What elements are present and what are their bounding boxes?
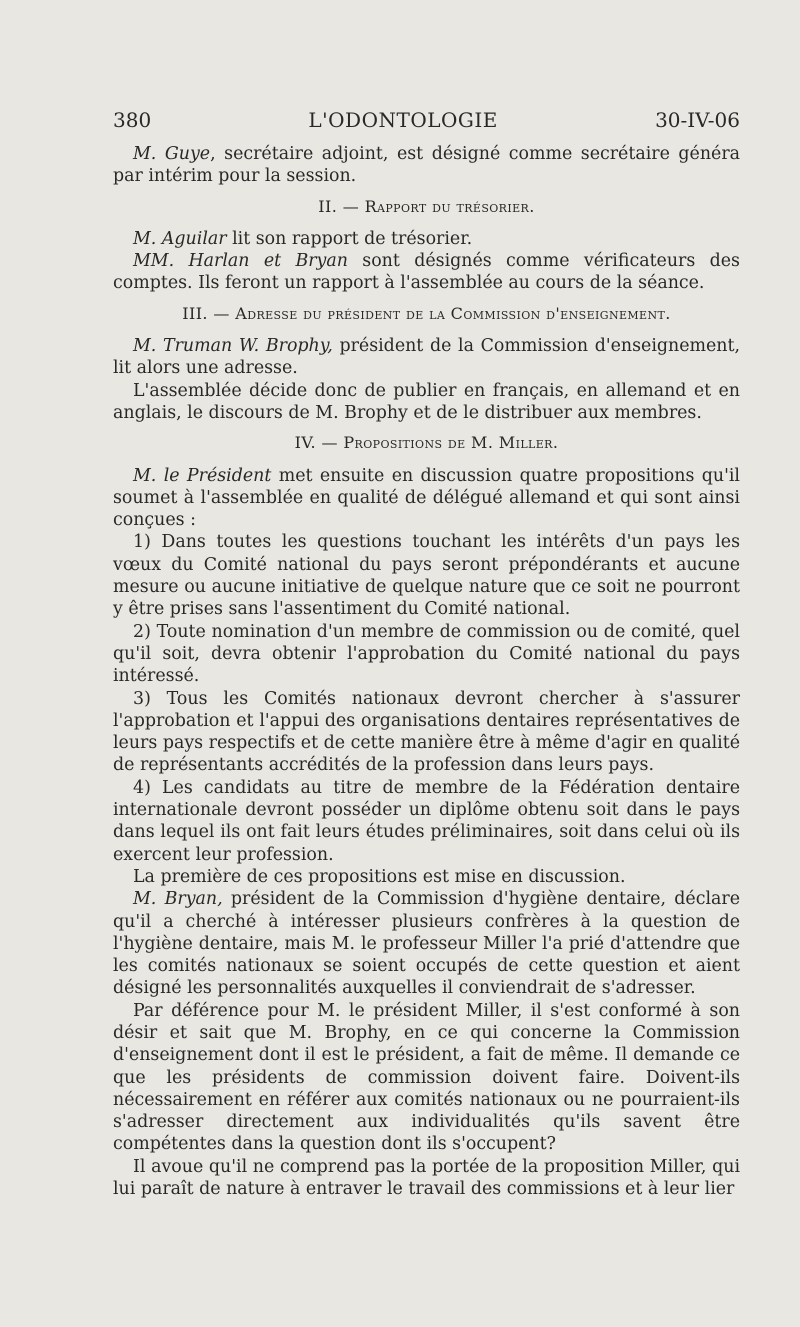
- section-heading: IV. — Propositions de M. Miller.: [294, 433, 559, 453]
- running-header: [113, 108, 740, 132]
- page-number: 380: [113, 108, 152, 132]
- speaker-name: M. Aguilar: [133, 228, 227, 249]
- proposition-2: 2) Toute nomination d'un membre de commission ou de comité, quel qu'il soit, devra obtenir l'approbation du Comité national du pays intéressé.: [113, 621, 740, 687]
- speaker-name: M. Truman W. Brophy,: [133, 336, 333, 357]
- paragraph: M. Aguilar lit son rapport de trésorier.: [133, 228, 473, 249]
- paragraph: La première de ces propositions est mise en discussion.: [133, 866, 626, 887]
- speaker-name: M. Bryan,: [133, 889, 223, 910]
- proposition-4: 4) Les candidats au titre de membre de la Fédération dentaire internationale devront posséder un diplôme obtenu soit dans le pays dans lequel ils ont fait leurs études préliminaires, soit dans celui où ils exercent leur profession.: [113, 777, 740, 865]
- section-heading: II. — Rapport du trésorier.: [318, 196, 535, 216]
- paragraph: M. Truman W. Brophy, président de la Commission d'enseignement, lit alors une adresse.: [113, 336, 740, 379]
- paragraph: Par déférence pour M. le président Miller, il s'est conformé à son désir et sait que M. Brophy, en ce qui concerne la Commission d'enseignement dont il est le président, a fait de même. Il demande ce que les présidents de commission doivent faire. Doivent-ils nécessairement en référer aux comités nationaux ou ne pourraient-ils s'adresser directement aux individualités qu'ils savent être compétentes dans la question dont ils s'occupent?: [113, 1000, 740, 1155]
- paragraph: MM. Harlan et Bryan sont désignés comme vérificateurs des comptes. Ils feront un rapport à l'assemblée au cours de la séance.: [113, 251, 740, 294]
- issue-date: 30-IV-06: [655, 108, 740, 132]
- proposition-3: 3) Tous les Comités nationaux devront chercher à s'assurer l'approbation et l'appui des organisations dentaires représentatives de leurs pays respectifs et de cette manière être à même d'agir en qualité de représentants accrédités de la profession dans leurs pays.: [113, 688, 740, 776]
- paragraph: Il avoue qu'il ne comprend pas la portée de la proposition Miller, qui lui paraît de nature à entraver le travail des commissions et à leur lier: [113, 1156, 740, 1200]
- paragraph: M. Bryan, président de la Commission d'hygiène dentaire, déclare qu'il a cherché à intéresser plusieurs confrères à la question de l'hygiène dentaire, mais M. le professeur Miller l'a prié d'attendre que les comités nationaux se soient occupés de cette question et aient désigné les personnalités auxquelles il conviendrait de s'adresser.: [113, 889, 740, 999]
- speaker-name: M. Guye: [133, 144, 211, 164]
- speaker-name: MM. Harlan et Bryan: [133, 251, 348, 272]
- paragraph: M. Guye, secrétaire adjoint, est désigné comme secrétaire généra par intérim pour la session.: [113, 144, 741, 187]
- proposition-1: 1) Dans toutes les questions touchant les intérêts d'un pays les vœux du Comité national du pays seront prépondérants et aucune mesure ou aucune initiative de quelque nature que ce soit ne pourront y être prises sans l'assentiment du Comité national.: [113, 532, 740, 620]
- section-heading: III. — Adresse du président de la Commission d'enseignement.: [182, 303, 671, 323]
- paragraph: L'assemblée décide donc de publier en français, en allemand et en anglais, le discours de M. Brophy et de le distribuer aux membres.: [113, 380, 740, 423]
- speaker-name: M. le Président: [133, 465, 272, 486]
- journal-title: L'ODONTOLOGIE: [308, 108, 498, 132]
- paragraph: M. le Président met ensuite en discussion quatre propositions qu'il soumet à l'assemblée en qualité de délégué allemand et qui sont ainsi conçues :: [113, 465, 740, 531]
- body-text: [113, 143, 740, 1200]
